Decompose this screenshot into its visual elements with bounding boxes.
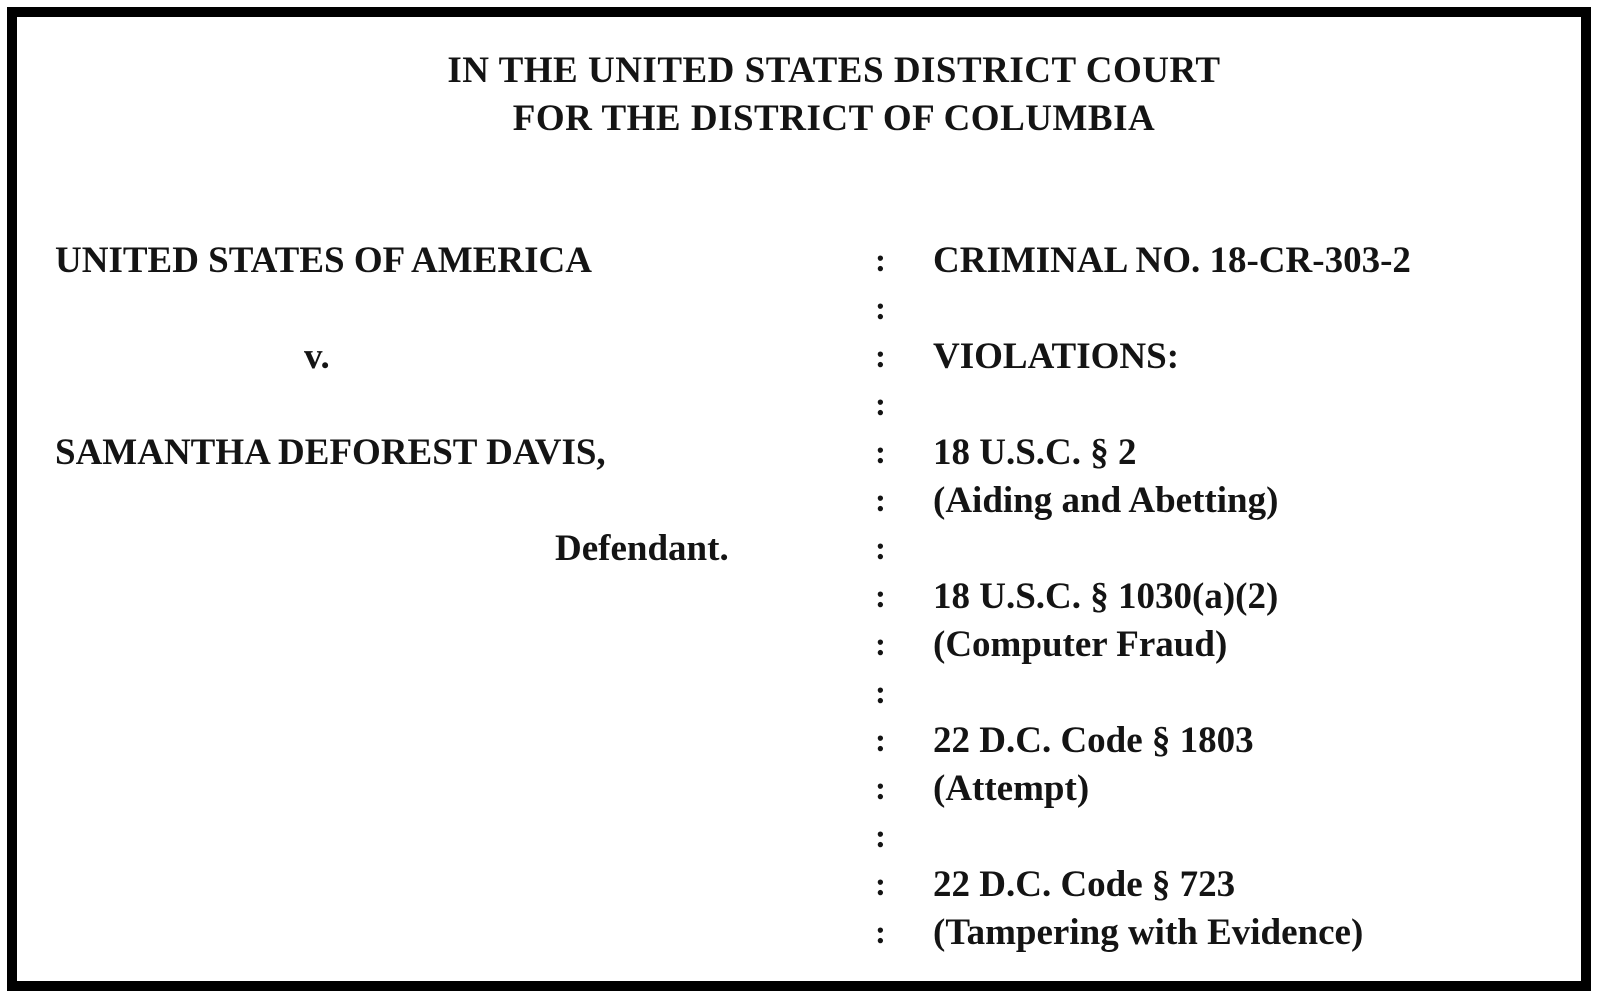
- violation-statute: 22 D.C. Code § 723: [933, 864, 1236, 905]
- colon-separator: :: [875, 291, 886, 327]
- court-name-line-1: IN THE UNITED STATES DISTRICT COURT: [447, 50, 1221, 91]
- violations-heading: VIOLATIONS:: [933, 336, 1180, 377]
- colon-separator: :: [875, 243, 886, 279]
- defendant-label: Defendant.: [555, 528, 729, 569]
- colon-separator: :: [875, 627, 886, 663]
- colon-separator: :: [875, 867, 886, 903]
- versus-label: v.: [304, 336, 330, 377]
- colon-separator: :: [875, 675, 886, 711]
- violation-description: (Attempt): [933, 768, 1090, 809]
- violation-statute: 18 U.S.C. § 1030(a)(2): [933, 576, 1279, 617]
- colon-separator: :: [875, 339, 886, 375]
- case-caption: [7, 7, 1591, 991]
- criminal-number: CRIMINAL NO. 18-CR-303-2: [933, 240, 1411, 281]
- violation-statute: 18 U.S.C. § 2: [933, 432, 1137, 473]
- colon-separator: :: [875, 483, 886, 519]
- colon-separator: :: [875, 771, 886, 807]
- colon-separator: :: [875, 819, 886, 855]
- plaintiff-name: UNITED STATES OF AMERICA: [55, 240, 592, 281]
- colon-separator: :: [875, 915, 886, 951]
- violation-description: (Tampering with Evidence): [933, 912, 1364, 953]
- violation-description: (Computer Fraud): [933, 624, 1228, 665]
- colon-separator: :: [875, 435, 886, 471]
- colon-separator: :: [875, 387, 886, 423]
- violation-description: (Aiding and Abetting): [933, 480, 1279, 521]
- colon-separator: :: [875, 531, 886, 567]
- court-name-line-2: FOR THE DISTRICT OF COLUMBIA: [512, 98, 1156, 139]
- defendant-name: SAMANTHA DEFOREST DAVIS,: [55, 432, 606, 473]
- colon-separator: :: [875, 723, 886, 759]
- violation-statute: 22 D.C. Code § 1803: [933, 720, 1254, 761]
- colon-separator: :: [875, 579, 886, 615]
